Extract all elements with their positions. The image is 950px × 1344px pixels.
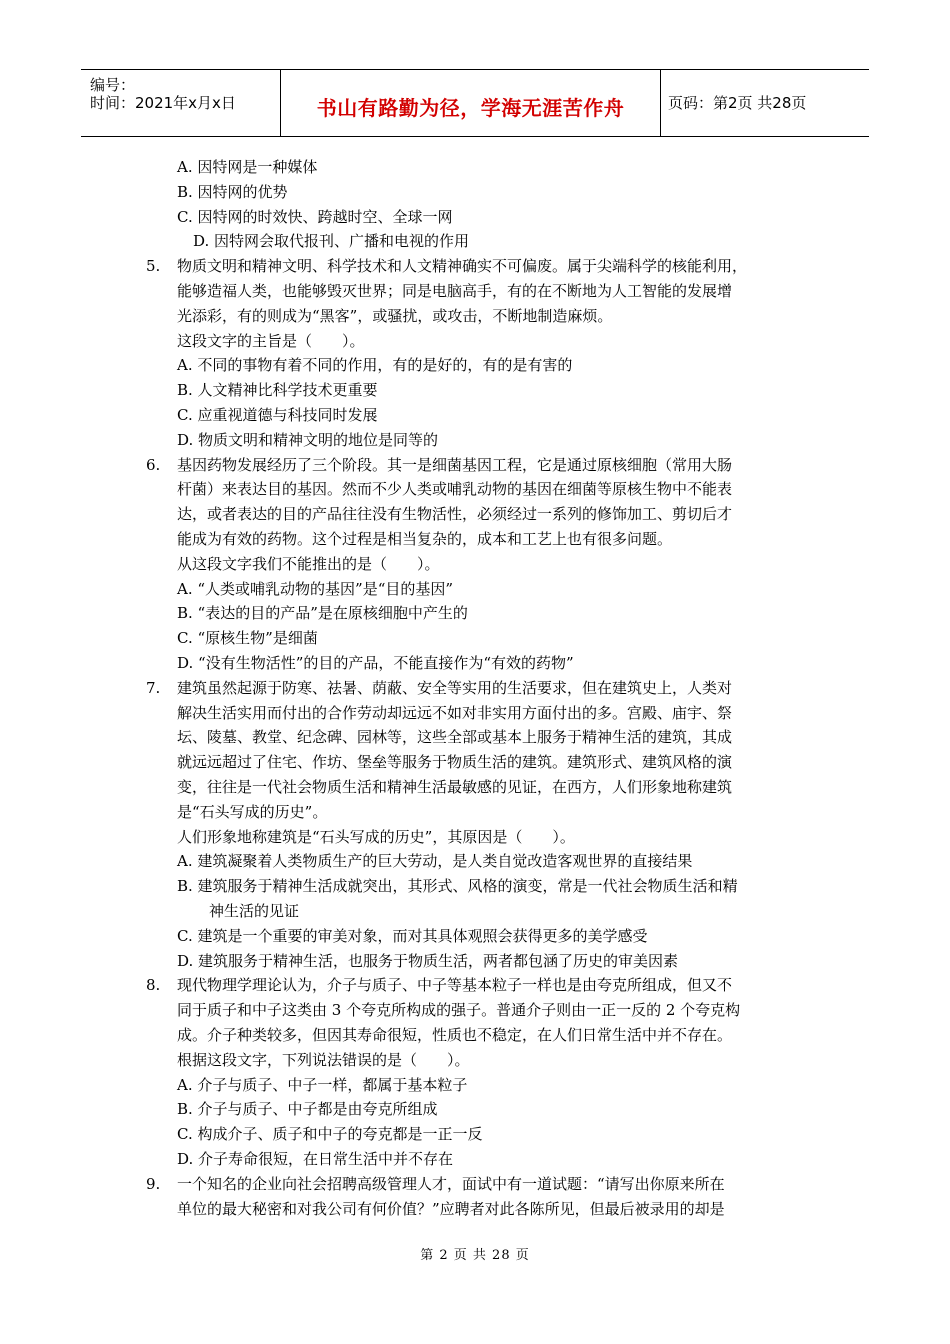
- question-stem-line: 是“石头写成的历史”。: [177, 802, 328, 821]
- answer-option: A. 因特网是一种媒体: [177, 158, 318, 176]
- answer-option: A. 建筑凝聚着人类物质生产的巨大劳动，是人类自觉改造客观世界的直接结果: [177, 852, 693, 871]
- question-stem-line: 同于质子和中子这类由 3 个夸克所构成的强子。普通介子则由一正一反的 2 个夸克构: [177, 1001, 741, 1020]
- question-prompt: 这段文字的主旨是（ ）。: [177, 331, 365, 350]
- question-stem-line: 一个知名的企业向社会招聘高级管理人才，面试中有一道试题：“请写出你原来所在: [177, 1174, 725, 1193]
- motto: 书山有路勤为径，学海无涯苦作舟: [316, 96, 625, 120]
- question-stem-line: 物质文明和精神文明、科学技术和人文精神确实不可偏废。属于尖端科学的核能利用，: [177, 257, 748, 276]
- answer-option: B. 因特网的优势: [177, 182, 288, 201]
- question-stem-line: 杆菌）来表达目的基因。然而不少人类或哺乳动物的基因在细菌等原核生物中不能表: [177, 480, 733, 499]
- header-meta-cell: [81, 70, 281, 136]
- answer-option: 神生活的见证: [209, 902, 300, 920]
- question-stem-line: 光添彩，有的则成为“黑客”，或骚扰，或攻击，不断地制造麻烦。: [177, 306, 613, 325]
- answer-option: C. “原核生物”是细菌: [177, 629, 318, 648]
- question-number: 7.: [146, 678, 161, 697]
- answer-option: C. 应重视道德与科技同时发展: [177, 406, 378, 424]
- question-prompt: 根据这段文字，下列说法错误的是（ ）。: [177, 1050, 470, 1069]
- question-stem-line: 基因药物发展经历了三个阶段。其一是细菌基因工程，它是通过原核细胞（常用大肠: [177, 455, 733, 474]
- question-number: 5.: [146, 257, 161, 276]
- question-number: 6.: [146, 455, 161, 474]
- answer-option: D. 物质文明和精神文明的地位是同等的: [177, 430, 439, 449]
- date-label: 时间：2021年x月x日: [90, 94, 236, 112]
- question-number: 8.: [146, 976, 161, 995]
- answer-option: B. “表达的目的产品”是在原核细胞中产生的: [177, 604, 468, 623]
- question-stem-line: 坛、陵墓、教堂、纪念碑、园林等，这些全部或基本上服务于精神生活的建筑，其成: [177, 728, 733, 747]
- question-stem-line: 能成为有效的药物。这个过程是相当复杂的，成本和工艺上也有很多问题。: [177, 530, 673, 548]
- page-header: [81, 69, 869, 137]
- header-page-cell: [661, 70, 869, 136]
- answer-option: D. 因特网会取代报刊、广播和电视的作用: [193, 232, 470, 251]
- answer-option: B. 人文精神比科学技术更重要: [177, 381, 378, 400]
- answer-option: D. 建筑服务于精神生活，也服务于物质生活，两者都包涵了历史的审美因素: [177, 951, 679, 970]
- answer-option: C. 构成介子、质子和中子的夸克都是一正一反: [177, 1125, 483, 1144]
- answer-option: D. “没有生物活性”的目的产品，不能直接作为“有效的药物”: [177, 654, 574, 672]
- answer-option: A. 不同的事物有着不同的作用，有的是好的，有的是有害的: [177, 356, 573, 375]
- question-stem-line: 解决生活实用而付出的合作劳动却远远不如对非实用方面付出的多。宫殿、庙宇、祭: [177, 703, 733, 722]
- answer-option: C. 建筑是一个重要的审美对象，而对其具体观照会获得更多的美学感受: [177, 926, 648, 945]
- question-stem-line: 达，或者表达的目的产品往往没有生物活性，必须经过一系列的修饰加工、剪切后才: [177, 505, 733, 524]
- answer-option: D. 介子寿命很短，在日常生活中并不存在: [177, 1150, 454, 1168]
- page-footer: 第 2 页 共 28 页: [420, 1248, 530, 1263]
- answer-option: A. 介子与质子、中子一样，都属于基本粒子: [177, 1075, 468, 1094]
- answer-option: A. “人类或哺乳动物的基因”是“目的基因”: [177, 579, 454, 598]
- answer-option: B. 建筑服务于精神生活成就突出，其形式、风格的演变，常是一代社会物质生活和精: [177, 877, 738, 896]
- page-number-label: 页码：第2页 共28页: [668, 94, 807, 112]
- question-stem-line: 建筑虽然起源于防寒、祛暑、荫蔽、安全等实用的生活要求，但在建筑史上，人类对: [177, 678, 733, 697]
- answer-option: B. 介子与质子、中子都是由夸克所组成: [177, 1100, 438, 1119]
- question-stem-line: 成。介子种类较多，但因其寿命很短，性质也不稳定，在人们日常生活中并不存在。: [177, 1026, 733, 1044]
- serial-number-label: 编号：: [90, 76, 136, 94]
- question-prompt: 从这段文字我们不能推出的是（ ）。: [177, 554, 440, 573]
- question-stem-line: 现代物理学理论认为，介子与质子、中子等基本粒子一样也是由夸克所组成，但又不: [177, 976, 733, 995]
- question-stem-line: 变，往往是一代社会物质生活和精神生活最敏感的见证，在西方，人们形象地称建筑: [177, 778, 733, 796]
- question-stem-line: 就远远超过了住宅、作坊、堡垒等服务于物质生活的建筑。建筑形式、建筑风格的演: [177, 753, 733, 772]
- header-motto-cell: [281, 70, 661, 136]
- question-stem-line: 单位的最大秘密和对我公司有何价值？”应聘者对此各陈所见，但最后被录用的却是: [177, 1199, 725, 1218]
- question-prompt: 人们形象地称建筑是“石头写成的历史”，其原因是（ ）。: [177, 827, 575, 846]
- question-number: 9.: [146, 1174, 161, 1193]
- answer-option: C. 因特网的时效快、跨越时空、全球一网: [177, 207, 453, 226]
- question-stem-line: 能够造福人类，也能够毁灭世界；同是电脑高手，有的在不断地为人工智能的发展增: [177, 282, 733, 300]
